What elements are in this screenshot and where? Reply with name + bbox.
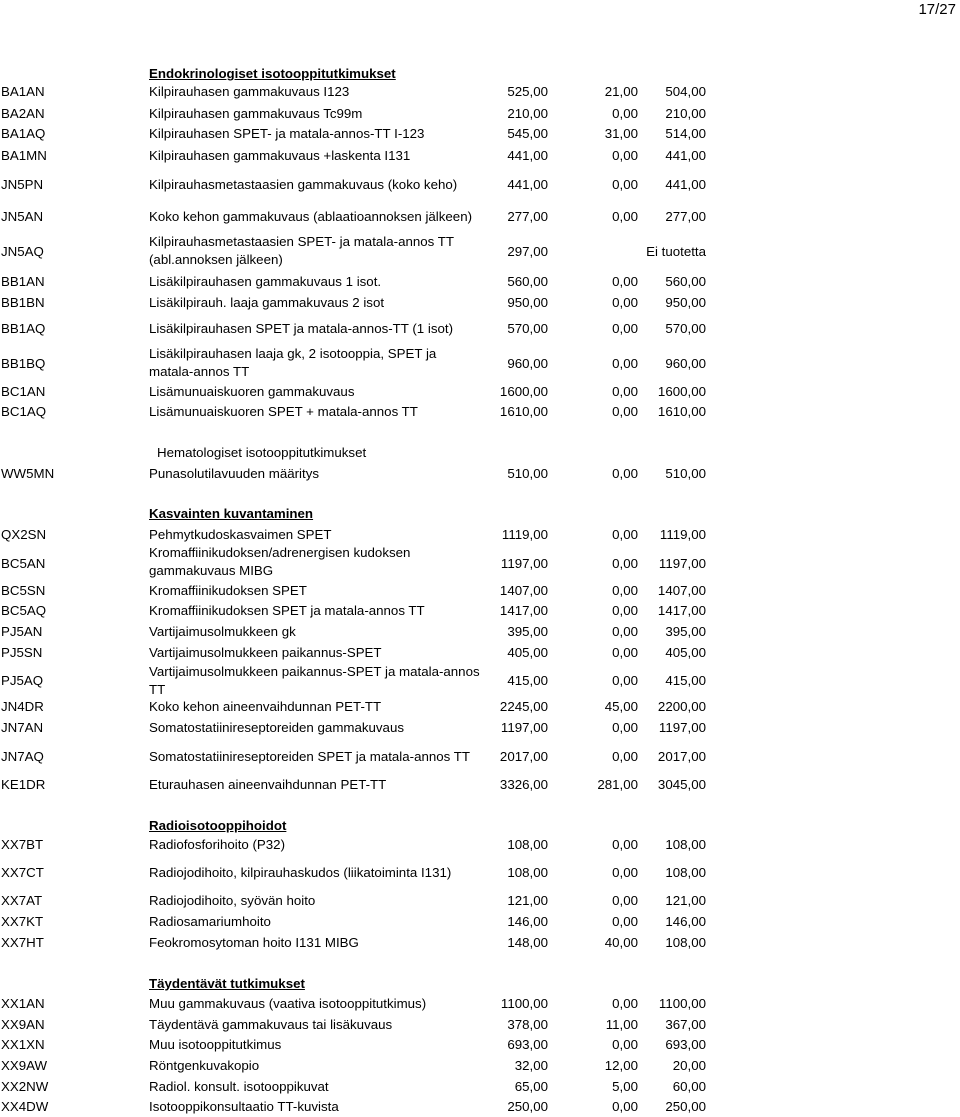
- item-code: BA2AN: [1, 106, 45, 121]
- price-total: 121,00: [507, 893, 548, 908]
- item-code: XX7CT: [1, 865, 44, 880]
- item-description: Vartijaimusolmukkeen paikannus-SPET ja matala-annos TT: [149, 664, 480, 697]
- price-deduction: 0,00: [612, 673, 638, 688]
- item-code: JN5AN: [1, 209, 44, 224]
- item-description: Röntgenkuvakopio: [149, 1058, 260, 1073]
- price-deduction: 0,00: [612, 466, 638, 481]
- price-deduction: 0,00: [612, 321, 638, 336]
- price-net: 108,00: [665, 935, 706, 950]
- item-code: XX7KT: [1, 914, 44, 929]
- section-heading: Täydentävät tutkimukset: [149, 976, 305, 991]
- price-deduction: 12,00: [604, 1058, 638, 1073]
- price-deduction: 0,00: [612, 624, 638, 639]
- price-total: 2017,00: [499, 749, 548, 764]
- item-code: BB1AQ: [1, 321, 46, 336]
- price-deduction: 0,00: [612, 384, 638, 399]
- price-total: 415,00: [507, 673, 548, 688]
- price-deduction: 0,00: [612, 404, 638, 419]
- item-description: Muu gammakuvaus (vaativa isotooppitutkimus): [149, 996, 427, 1011]
- price-net: 108,00: [665, 865, 706, 880]
- item-description: Isotooppikonsultaatio TT-kuvista: [149, 1099, 339, 1114]
- item-code: XX1XN: [1, 1037, 45, 1052]
- price-total: 378,00: [507, 1017, 548, 1032]
- section-heading: Radioisotooppihoidot: [149, 818, 287, 833]
- price-total: 1610,00: [499, 404, 548, 419]
- price-net: 570,00: [665, 321, 706, 336]
- price-deduction: 0,00: [612, 527, 638, 542]
- price-total: 1417,00: [499, 603, 548, 618]
- item-code: JN5AQ: [1, 244, 44, 259]
- price-deduction: 0,00: [612, 914, 638, 929]
- item-code: JN7AN: [1, 720, 44, 735]
- item-description: Lisäkilpirauhasen SPET ja matala-annos-TT (1 isot): [149, 321, 453, 336]
- price-net: 1610,00: [657, 404, 706, 419]
- price-total: 3326,00: [499, 777, 548, 792]
- item-code: XX7AT: [1, 893, 43, 908]
- price-net: 210,00: [665, 106, 706, 121]
- item-description: Kromaffiinikudoksen/adrenergisen kudoksen gammakuvaus MIBG: [149, 545, 411, 578]
- item-description: Eturauhasen aineenvaihdunnan PET-TT: [149, 777, 387, 792]
- price-net: 405,00: [665, 645, 706, 660]
- item-description: Muu isotooppitutkimus: [149, 1037, 282, 1052]
- item-code: PJ5AQ: [1, 673, 44, 688]
- item-description: Radiojodihoito, syövän hoito: [149, 893, 316, 908]
- price-net: 121,00: [665, 893, 706, 908]
- price-deduction: 0,00: [612, 148, 638, 163]
- item-description: Pehmytkudoskasvaimen SPET: [149, 527, 332, 542]
- item-code: XX7HT: [1, 935, 44, 950]
- price-total: 146,00: [507, 914, 548, 929]
- price-total: 1197,00: [500, 720, 548, 735]
- item-code: BB1BN: [1, 295, 45, 310]
- price-deduction: 0,00: [612, 749, 638, 764]
- item-description: Radiol. konsult. isotooppikuvat: [149, 1079, 329, 1094]
- price-total: 570,00: [507, 321, 548, 336]
- price-total: 441,00: [507, 177, 548, 192]
- price-net: 108,00: [665, 837, 706, 852]
- item-description: Kromaffiinikudoksen SPET: [149, 583, 307, 598]
- price-deduction: 0,00: [612, 996, 638, 1011]
- price-net: 395,00: [665, 624, 706, 639]
- price-total: 693,00: [507, 1037, 548, 1052]
- price-deduction: 0,00: [612, 1099, 638, 1114]
- item-code: BA1AN: [1, 84, 45, 99]
- item-description: Kromaffiinikudoksen SPET ja matala-annos TT: [149, 603, 425, 618]
- price-deduction: 0,00: [612, 837, 638, 852]
- price-total: 277,00: [507, 209, 548, 224]
- price-net: 441,00: [665, 177, 706, 192]
- item-description: Radiojodihoito, kilpirauhaskudos (liikatoiminta I131): [149, 865, 452, 880]
- item-code: XX2NW: [1, 1079, 49, 1094]
- price-total: 1119,00: [501, 527, 548, 542]
- price-deduction: 0,00: [612, 356, 638, 371]
- item-description: Täydentävä gammakuvaus tai lisäkuvaus: [149, 1017, 393, 1032]
- section-heading: Endokrinologiset isotooppitutkimukset: [149, 66, 396, 81]
- price-net: 560,00: [665, 274, 706, 289]
- price-total: 1100,00: [500, 996, 548, 1011]
- price-deduction: 40,00: [604, 935, 638, 950]
- price-net: 146,00: [665, 914, 706, 929]
- item-description: Feokromosytoman hoito I131 MIBG: [149, 935, 359, 950]
- price-deduction: 0,00: [612, 209, 638, 224]
- price-total: 545,00: [507, 126, 548, 141]
- item-description: Kilpirauhasen gammakuvaus Tc99m: [149, 106, 363, 121]
- item-code: JN7AQ: [1, 749, 44, 764]
- price-net: 3045,00: [657, 777, 706, 792]
- item-description: Kilpirauhasen gammakuvaus +laskenta I131: [149, 148, 411, 163]
- price-deduction: 0,00: [612, 865, 638, 880]
- item-description: Lisäkilpirauhasen laaja gk, 2 isotooppia, SPET ja matala-annos TT: [149, 346, 437, 379]
- price-net: 1197,00: [658, 720, 706, 735]
- price-net: 960,00: [665, 356, 706, 371]
- price-net: 514,00: [665, 126, 706, 141]
- item-code: QX2SN: [1, 527, 47, 542]
- item-code: KE1DR: [1, 777, 46, 792]
- section-heading: Kasvainten kuvantaminen: [149, 506, 314, 521]
- item-description: Vartijaimusolmukkeen paikannus-SPET: [149, 645, 382, 660]
- price-net: 2200,00: [657, 699, 706, 714]
- price-deduction: 0,00: [612, 1037, 638, 1052]
- item-description: Somatostatiinireseptoreiden gammakuvaus: [149, 720, 404, 735]
- item-description: Radiofosforihoito (P32): [149, 837, 285, 852]
- price-total: 32,00: [514, 1058, 548, 1073]
- price-deduction: 0,00: [612, 295, 638, 310]
- item-description: Radiosamariumhoito: [149, 914, 271, 929]
- price-total: 560,00: [507, 274, 548, 289]
- item-description: Kilpirauhasen gammakuvaus I123: [149, 84, 350, 99]
- price-net: 367,00: [665, 1017, 706, 1032]
- price-deduction: 0,00: [612, 583, 638, 598]
- item-description: Kilpirauhasmetastaasien SPET- ja matala-annos TT (abl.annoksen jälkeen): [149, 234, 454, 267]
- price-total: 525,00: [507, 84, 548, 99]
- price-total: 250,00: [507, 1099, 548, 1114]
- item-code: BC1AN: [1, 384, 46, 399]
- price-total: 2245,00: [499, 699, 548, 714]
- price-total: 148,00: [507, 935, 548, 950]
- item-code: PJ5SN: [1, 645, 43, 660]
- price-deduction: 281,00: [597, 777, 638, 792]
- price-net: 504,00: [665, 84, 706, 99]
- price-total: 960,00: [507, 356, 548, 371]
- item-description: Lisämunuaiskuoren SPET + matala-annos TT: [149, 404, 418, 419]
- item-code: PJ5AN: [1, 624, 43, 639]
- price-total: 441,00: [507, 148, 548, 163]
- page-number: 17/27: [918, 1, 956, 18]
- item-description: Vartijaimusolmukkeen gk: [149, 624, 296, 639]
- price-net: 250,00: [665, 1099, 706, 1114]
- price-deduction: 11,00: [605, 1017, 638, 1032]
- price-deduction: 0,00: [612, 106, 638, 121]
- item-code: XX1AN: [1, 996, 45, 1011]
- price-net: 60,00: [672, 1079, 706, 1094]
- price-total: 395,00: [507, 624, 548, 639]
- price-net: 415,00: [665, 673, 706, 688]
- price-total: 1600,00: [499, 384, 548, 399]
- item-code: XX9AN: [1, 1017, 45, 1032]
- item-code: WW5MN: [1, 466, 55, 481]
- price-total: 65,00: [514, 1079, 548, 1094]
- item-code: BC1AQ: [1, 404, 47, 419]
- price-total: 297,00: [507, 244, 548, 259]
- item-description: Lisämunuaiskuoren gammakuvaus: [149, 384, 355, 399]
- price-deduction: 5,00: [612, 1079, 638, 1094]
- price-net: 1407,00: [657, 583, 706, 598]
- price-deduction: 0,00: [612, 603, 638, 618]
- price-net: 2017,00: [657, 749, 706, 764]
- price-net: 693,00: [665, 1037, 706, 1052]
- item-code: XX9AW: [1, 1058, 48, 1073]
- item-code: BA1AQ: [1, 126, 46, 141]
- price-net: 441,00: [665, 148, 706, 163]
- price-net: Ei tuotetta: [646, 244, 706, 259]
- item-description: Lisäkilpirauhasen gammakuvaus 1 isot.: [149, 274, 382, 289]
- price-total: 108,00: [507, 837, 548, 852]
- item-description: Koko kehon aineenvaihdunnan PET-TT: [149, 699, 382, 714]
- price-deduction: 31,00: [604, 126, 638, 141]
- price-net: 277,00: [665, 209, 706, 224]
- price-net: 1100,00: [658, 996, 706, 1011]
- price-deduction: 0,00: [612, 177, 638, 192]
- price-total: 1407,00: [499, 583, 548, 598]
- item-code: BB1AN: [1, 274, 45, 289]
- price-deduction: 45,00: [604, 699, 638, 714]
- item-code: BC5SN: [1, 583, 46, 598]
- item-code: XX7BT: [1, 837, 44, 852]
- price-net: 20,00: [672, 1058, 706, 1073]
- item-description: Koko kehon gammakuvaus (ablaatioannoksen jälkeen): [149, 209, 473, 224]
- price-deduction: 0,00: [612, 893, 638, 908]
- price-net: 1119,00: [659, 527, 706, 542]
- item-description: Kilpirauhasmetastaasien gammakuvaus (koko keho): [149, 177, 458, 192]
- price-net: 1600,00: [657, 384, 706, 399]
- price-deduction: 0,00: [612, 720, 638, 735]
- item-description: Somatostatiinireseptoreiden SPET ja matala-annos TT: [149, 749, 471, 764]
- price-net: 950,00: [665, 295, 706, 310]
- item-code: BB1BQ: [1, 356, 46, 371]
- item-description: Lisäkilpirauh. laaja gammakuvaus 2 isot: [149, 295, 385, 310]
- price-deduction: 0,00: [612, 645, 638, 660]
- price-total: 1197,00: [500, 556, 548, 571]
- item-description: Punasolutilavuuden määritys: [149, 466, 320, 481]
- price-total: 405,00: [507, 645, 548, 660]
- price-net: 510,00: [665, 466, 706, 481]
- price-net: 1417,00: [657, 603, 706, 618]
- item-code: JN4DR: [1, 699, 44, 714]
- item-description: Kilpirauhasen SPET- ja matala-annos-TT I-123: [149, 126, 425, 141]
- item-code: XX4DW: [1, 1099, 49, 1114]
- price-deduction: 0,00: [612, 556, 638, 571]
- price-deduction: 0,00: [612, 274, 638, 289]
- item-code: BA1MN: [1, 148, 47, 163]
- section-heading: Hematologiset isotooppitutkimukset: [157, 445, 367, 460]
- item-code: JN5PN: [1, 177, 44, 192]
- price-total: 950,00: [507, 295, 548, 310]
- item-code: BC5AN: [1, 556, 46, 571]
- price-deduction: 21,00: [604, 84, 638, 99]
- price-total: 510,00: [507, 466, 548, 481]
- price-net: 1197,00: [658, 556, 706, 571]
- item-code: BC5AQ: [1, 603, 47, 618]
- price-total: 210,00: [507, 106, 548, 121]
- price-total: 108,00: [507, 865, 548, 880]
